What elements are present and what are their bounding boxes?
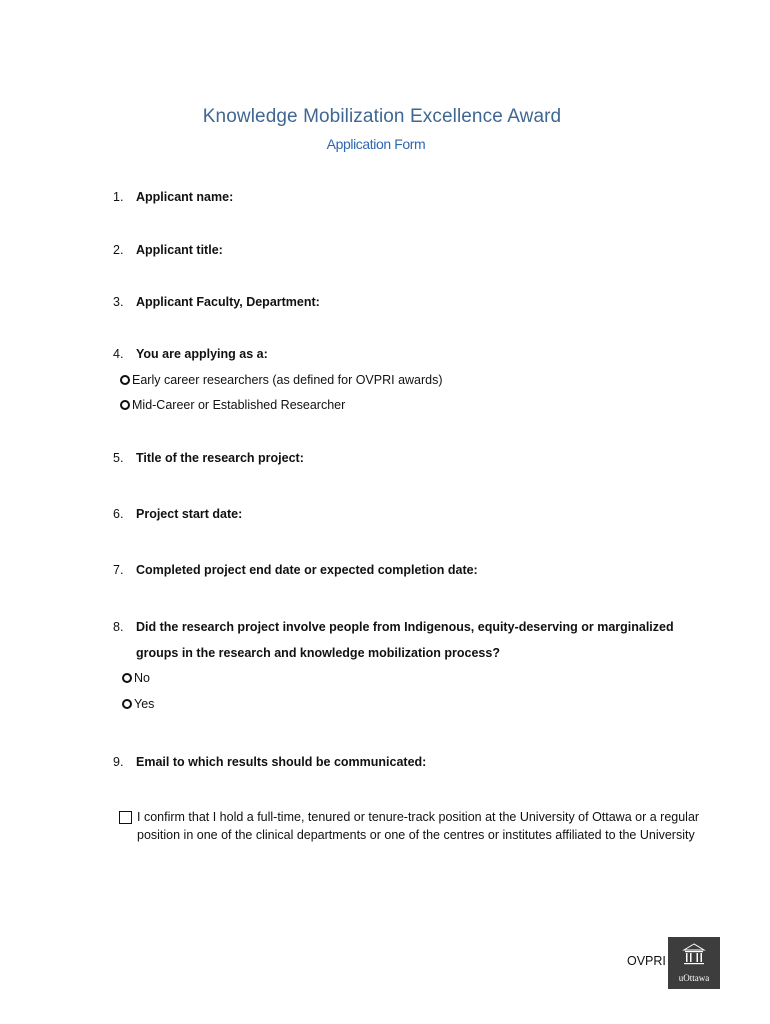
question-number: 7.: [113, 563, 124, 577]
applicant-type-option-established[interactable]: [120, 398, 345, 412]
question-number: 3.: [113, 295, 124, 309]
footer-org-label: OVPRI: [627, 954, 666, 968]
question-2: [113, 243, 223, 257]
question-label: Completed project end date or expected completion date:: [136, 563, 478, 577]
question-8-continued: groups in the research and knowledge mobilization process?: [136, 646, 500, 660]
question-number: 9.: [113, 755, 124, 769]
question-7: [113, 563, 478, 577]
question-6: [113, 507, 242, 521]
question-1: [113, 190, 233, 204]
uottawa-logo: [668, 937, 720, 989]
radio-button[interactable]: [120, 375, 130, 385]
involvement-option-no[interactable]: [122, 671, 150, 685]
question-number: 5.: [113, 451, 124, 465]
page-title: Knowledge Mobilization Excellence Award: [202, 106, 562, 127]
option-label: No: [134, 671, 150, 685]
question-number: 1.: [113, 190, 124, 204]
logo-text: uOttawa: [678, 973, 710, 983]
applicant-type-option-early-career[interactable]: [120, 373, 443, 387]
confirmation-statement: [119, 809, 719, 844]
option-label: Yes: [134, 697, 155, 711]
question-label: Applicant Faculty, Department:: [136, 295, 320, 309]
question-8: [113, 620, 674, 634]
question-label: Title of the research project:: [136, 451, 304, 465]
question-number: 8.: [113, 620, 124, 634]
question-4: [113, 347, 268, 361]
question-9: [113, 755, 426, 769]
involvement-option-yes[interactable]: [122, 697, 154, 711]
option-label: Early career researchers (as defined for OVPRI awards): [132, 373, 443, 387]
question-label: Did the research project involve people from Indigenous, equity-deserving or marginalized: [136, 620, 674, 634]
confirmation-text: I confirm that I hold a full-time, tenured or tenure-track position at the University of Ottawa or a regular position in one of the clinical departments or one of the centres or institutes affiliated to the University: [137, 810, 700, 842]
university-building-icon: [668, 941, 720, 971]
question-number: 4.: [113, 347, 124, 361]
question-label: Project start date:: [136, 507, 243, 521]
option-label: Mid-Career or Established Researcher: [132, 398, 346, 412]
question-label: Applicant name:: [136, 190, 234, 204]
page-subtitle: Application Form: [326, 136, 426, 152]
question-3: [113, 295, 320, 309]
confirmation-checkbox[interactable]: [119, 811, 132, 824]
question-label: Applicant title:: [136, 243, 223, 257]
radio-button[interactable]: [122, 699, 132, 709]
question-number: 6.: [113, 507, 124, 521]
radio-button[interactable]: [122, 673, 132, 683]
question-number: 2.: [113, 243, 124, 257]
question-5: [113, 451, 304, 465]
question-label: Email to which results should be communicated:: [136, 755, 427, 769]
radio-button[interactable]: [120, 400, 130, 410]
question-label: You are applying as a:: [136, 347, 268, 361]
